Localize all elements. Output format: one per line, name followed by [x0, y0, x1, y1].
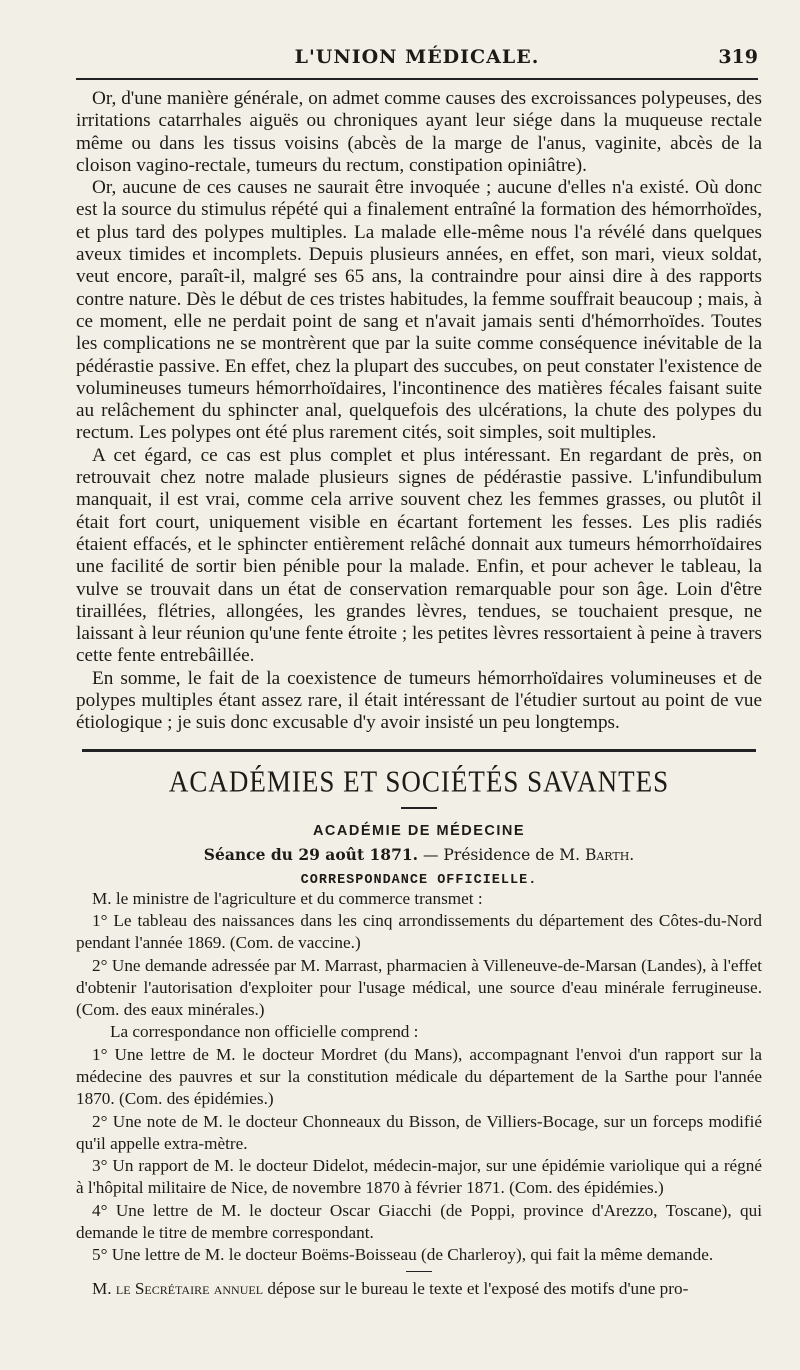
header-rule — [76, 78, 758, 80]
academy-heading: ACADÉMIE DE MÉDECINE — [312, 822, 526, 839]
correspondence-item-6: 4° Une lettre de M. le docteur Oscar Giacchi (de Poppi, province d'Arezzo, Toscane), qui demande le titre de membre correspondant. — [76, 1200, 762, 1243]
page-number: 319 — [718, 46, 758, 68]
secretary-line — [76, 1278, 762, 1300]
section-title: ACADÉMIES ET SOCIÉTÉS SAVANTES — [168, 763, 670, 798]
correspondence-item-4: 2° Une note de M. le docteur Chonneaux du Bisson, de Villiers-Bocage, sur un forceps modifié qu'il appelle extra-mètre. — [76, 1111, 762, 1153]
secretary-text: dépose sur le bureau le texte et l'exposé des motifs d'une pro- — [267, 1278, 689, 1298]
page-body — [76, 88, 762, 1300]
correspondence-item-2: 2° Une demande adressée par M. Marrast, pharmacien à Villeneuve-de-Marsan (Landes), à l'effet d'obtenir l'autorisation d'exploiter pour l'usage médical, une source d'eau minérale ferrugineuse. (Com. des eaux minérales.) — [76, 955, 762, 1020]
section-title-rule — [401, 807, 437, 809]
separator-rule — [406, 1271, 432, 1272]
correspondence-item-intro: M. le ministre de l'agriculture et du commerce transmet : — [92, 888, 483, 908]
secretary-title: M. le Secrétaire annuel — [92, 1278, 264, 1298]
section-rule — [82, 749, 756, 752]
seance-date: Séance du 29 août 1871. — [203, 844, 419, 864]
article-paragraph-1: Or, d'une manière générale, on admet comme causes des excroissances polypeuses, des irritations catarrhales aiguës ou chroniques ayant leur siége dans la muqueuse rectale même ou dans les tissus voisins (abcès de la marge de l'anus, vaginite, abcès de la cloison vagino-rectale, tumeurs du rectum, constipation opiniâtre). — [76, 88, 762, 176]
correspondence-item-1: 1° Le tableau des naissances dans les cinq arrondissements du département des Côtes-du-Nord pendant l'année 1869. (Com. de vaccine.) — [76, 910, 762, 953]
running-title: L'UNION MÉDICALE. — [294, 46, 540, 68]
running-header — [76, 46, 758, 76]
article-paragraph-3: A cet égard, ce cas est plus complet et plus intéressant. En regardant de près, on retrouvait chez notre malade plusieurs signes de pédérastie passive. L'infundibulum manquait, il est vrai, comme cela arrive souvent chez les femmes grasses, ou plutôt il était fort court, uniquement visible en écartant fortement les fesses. Les plis radiés étaient effacés, et le sphincter entièrement relâché donnait aux tumeurs hémorrhoïdaires une facilité de sortir bien pénible pour la malade. Enfin, et pour achever le tableau, la vulve se trouvait dans un état de conservation remarquable pour son âge. Loin d'être tiraillées, flétries, allongées, les grandes lèvres, tendues, se touchaient presque, ne laissant à leur réunion qu'une fente étroite ; les petites lèvres ressortaient à peine à travers cette fente entrebâillée. — [76, 444, 762, 667]
seance-presidence: — Présidence de M. — [422, 845, 581, 864]
correspondence-item-3: 1° Une lettre de M. le docteur Mordret (du Mans), accompagnant l'envoi d'un rapport sur la médecine des pauvres et sur la constitution médicale du département de la Sarthe pour l'année 1870. (Com. des épidémies.) — [76, 1044, 762, 1109]
unofficial-correspondence-intro: La correspondance non officielle comprend : — [110, 1022, 419, 1042]
correspondence-item-5: 3° Un rapport de M. le docteur Didelot, médecin-major, sur une épidémie variolique qui a régné à l'hôpital militaire de Nice, de novembre 1870 à février 1871. (Com. des épidémies.) — [76, 1156, 762, 1198]
article-paragraph-2: Or, aucune de ces causes ne saurait être invoquée ; aucune d'elles n'a existé. Où donc est la source du stimulus répété qui a finalement entraîné la formation des hémorrhoïdes, et plus tard des polypes multiples. La malade elle-même nous l'a révélé dans quelques aveux timides et incomplets. Depuis plusieurs années, en effet, son mari, vieux soldat, veut encore, paraît-il, malgré ses 65 ans, la contraindre pour ainsi dire à des rapports contre nature. Dès le début de ces tristes habitudes, la femme souffrait beaucoup ; mais, à ce moment, elle ne perdait point de sang et n'avait jamais senti d'hémorrhoïdes. Toutes les complications ne se montrèrent que par la suite comme conséquence inévitable de la pédérastie passive. En effet, chez la plupart des succubes, on peut constater l'existence de volumineuses tumeurs hémorrhoïdaires, l'incontinence des matières fécales faisant suite au relâchement du sphincter anal, quelquefois des ulcérations, la chute des polypes du rectum. Les polypes ont été plus rarement cités, soit simples, soit multiples. — [76, 177, 762, 444]
correspondence-item-7: 5° Une lettre de M. le docteur Boëms-Boisseau (de Charleroy), qui fait la même demande. — [92, 1245, 714, 1265]
seance-line — [76, 845, 762, 864]
correspondence-heading: CORRESPONDANCE OFFICIELLE. — [300, 872, 538, 888]
article-paragraph-4: En somme, le fait de la coexistence de tumeurs hémorrhoïdaires volumineuses et de polypes multiples étant assez rare, il était intéressant de l'étudier surtout au point de vue étiologique ; je suis donc excusable d'y avoir insisté un peu longtemps. — [76, 667, 762, 734]
seance-president: Barth. — [584, 845, 635, 864]
